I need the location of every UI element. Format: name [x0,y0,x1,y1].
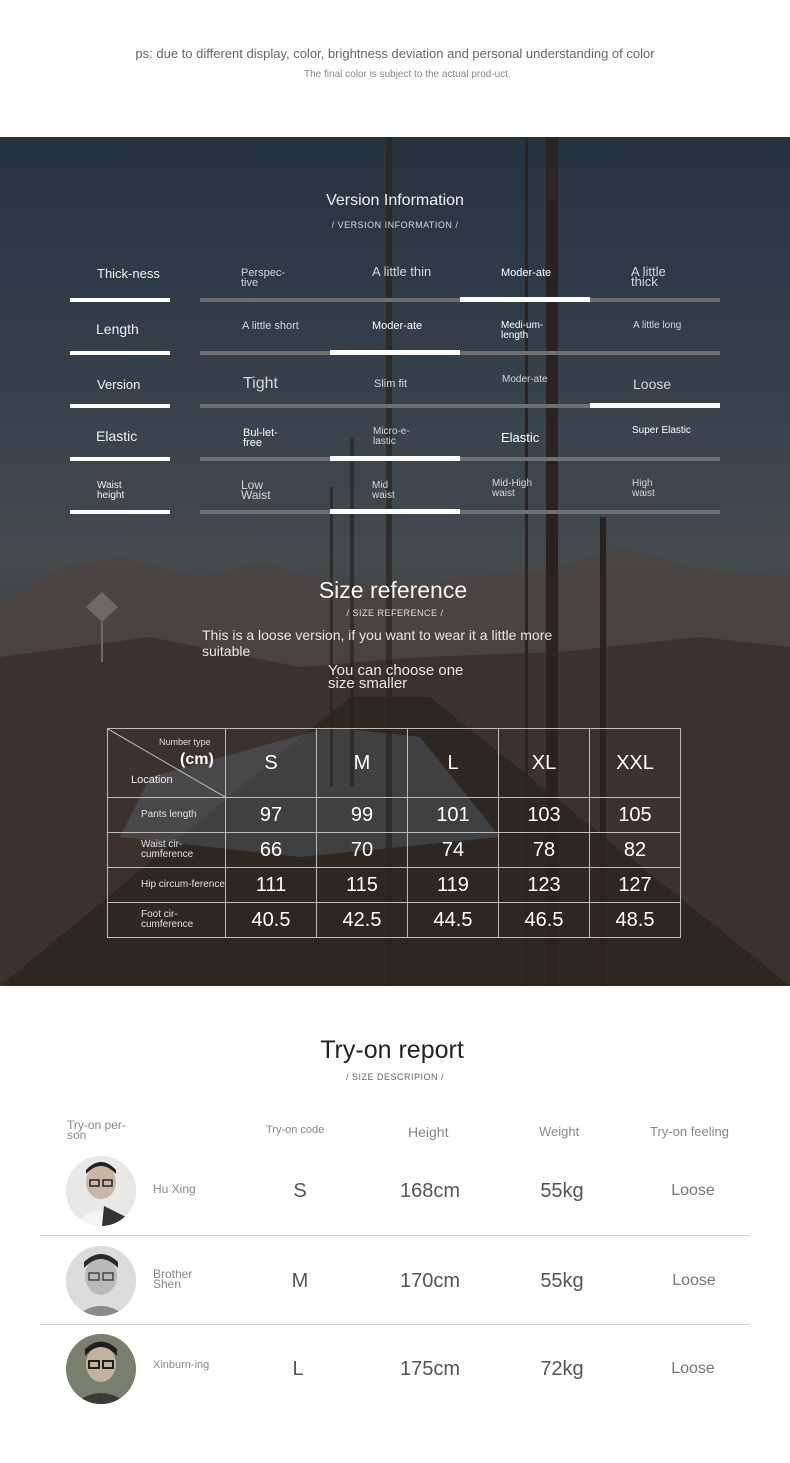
tryon-feeling: Loose [671,1360,715,1377]
tryon-person-name: Hu Xing [153,1182,196,1196]
option-label: Medi-um-length [501,320,544,341]
scale-track [200,510,720,514]
option-label: A little thin [372,264,432,279]
size-value: 70 [317,833,408,868]
version-title: Version Information [326,192,464,209]
tryon-subtitle: / SIZE DESCRIPION / [345,1072,444,1082]
option-label: A little short [242,320,299,332]
header-code: Try-on code [266,1124,325,1136]
option-label: Moder-ate [501,267,552,279]
size-header: XXL [590,729,681,798]
version-subtitle: / VERSION INFORMATION / [331,220,459,230]
row-label: Foot cir-cumference [108,903,226,938]
size-header: XL [499,729,590,798]
tryon-weight: 72kg [540,1358,584,1380]
option-label: Perspec-tive [241,267,286,289]
selected-indicator [590,403,720,408]
table-row [108,903,681,938]
size-value: 74 [408,833,499,868]
tryon-code: L [292,1358,304,1380]
size-value: 40.5 [226,903,317,938]
size-value: 99 [317,798,408,833]
size-value: 44.5 [408,903,499,938]
selected-indicator [460,297,590,302]
option-label: Tight [243,375,278,392]
row-marker [70,298,170,302]
row-marker [70,457,170,461]
table-row [108,798,681,833]
tryon-feeling: Loose [671,1182,715,1199]
tryon-code: M [291,1270,309,1292]
scale-track [200,351,720,355]
size-value: 123 [499,868,590,903]
color-notice-secondary: The final color is subject to the actual prod-uct. [304,69,511,80]
tryon-weight: 55kg [540,1180,584,1202]
selected-indicator [330,509,460,514]
header-height: Height [408,1124,449,1140]
row-label: Hip circum-ference [108,868,226,903]
tryon-weight: 55kg [540,1270,584,1292]
corner-unit: (cm) [180,751,214,768]
color-notice: ps: due to different display, color, brightness deviation and personal understanding of color [135,46,655,61]
avatar [66,1334,136,1404]
size-suggestion: You can choose one size smaller [328,662,464,692]
size-header: L [408,729,499,798]
row-label-thickness: Thick-ness [97,266,160,281]
option-label: Moder-ate [502,374,548,385]
scale-track [200,457,720,461]
version-size-panel [0,137,790,986]
tryon-feeling: Loose [672,1272,716,1289]
row-marker [70,351,170,355]
size-reference-subtitle: / SIZE REFERENCE / [346,608,444,618]
option-label: Super Elastic [632,425,691,436]
size-value: 97 [226,798,317,833]
tryon-person-name: Brother Shen [153,1267,193,1291]
table-row [108,868,681,903]
row-marker [70,510,170,514]
selected-indicator [330,456,460,461]
option-label: Loose [633,376,672,392]
option-label: Low Waist [241,478,271,502]
tryon-height: 168cm [399,1180,461,1202]
size-value: 103 [499,798,590,833]
size-value: 119 [408,868,499,903]
header-person: Try-on per-son [67,1118,126,1142]
avatar [66,1156,136,1226]
table-row [108,833,681,868]
option-label: Elastic [501,430,540,445]
size-value: 127 [590,868,681,903]
option-label: Mid waist [372,480,395,501]
size-value: 105 [590,798,681,833]
corner-bottom-label: Location [131,774,173,786]
row-label-waist-height: Waist height [97,480,125,501]
size-reference-title: Size reference [318,577,468,603]
tryon-person-name: Xinburn-ing [153,1359,210,1371]
row-label-version: Version [97,377,141,392]
selected-indicator [330,350,460,355]
row-marker [70,404,170,408]
size-value: 46.5 [499,903,590,938]
tryon-code: S [293,1180,307,1202]
tryon-height: 170cm [399,1270,461,1292]
size-table [107,728,681,938]
avatar [66,1246,136,1316]
option-label: Moder-ate [372,320,423,332]
header-feeling: Try-on feeling [650,1124,729,1139]
list-item [40,1146,750,1235]
size-value: 82 [590,833,681,868]
row-label: Pants length [108,798,226,833]
list-item [40,1236,750,1325]
size-header: S [226,729,317,798]
size-table-header [108,729,681,798]
size-value: 42.5 [317,903,408,938]
fit-note: This is a loose version, if you want to wear it a little more suitable [202,627,553,659]
size-header: M [317,729,408,798]
size-value: 48.5 [590,903,681,938]
corner-cell [108,729,226,798]
option-label: Mid-High waist [492,478,533,499]
size-value: 101 [408,798,499,833]
size-value: 78 [499,833,590,868]
option-label: Slim fit [374,378,407,390]
size-value: 111 [226,868,317,903]
tryon-title: Try-on report [320,1036,464,1064]
option-label: Micro-e-lastic [373,426,410,447]
header-weight: Weight [539,1124,580,1139]
option-label: Bul-let-free [243,427,278,449]
option-label: High waist [632,478,655,499]
list-item [40,1324,750,1413]
size-value: 115 [317,868,408,903]
option-label: A little thick [631,264,666,289]
size-value: 66 [226,833,317,868]
option-label: A little long [633,320,682,331]
row-label: Waist cir-cumference [108,833,226,868]
tryon-height: 175cm [399,1358,461,1380]
row-label-elastic: Elastic [96,428,138,444]
corner-top-label: Number type [159,737,211,747]
row-label-length: Length [96,321,139,337]
